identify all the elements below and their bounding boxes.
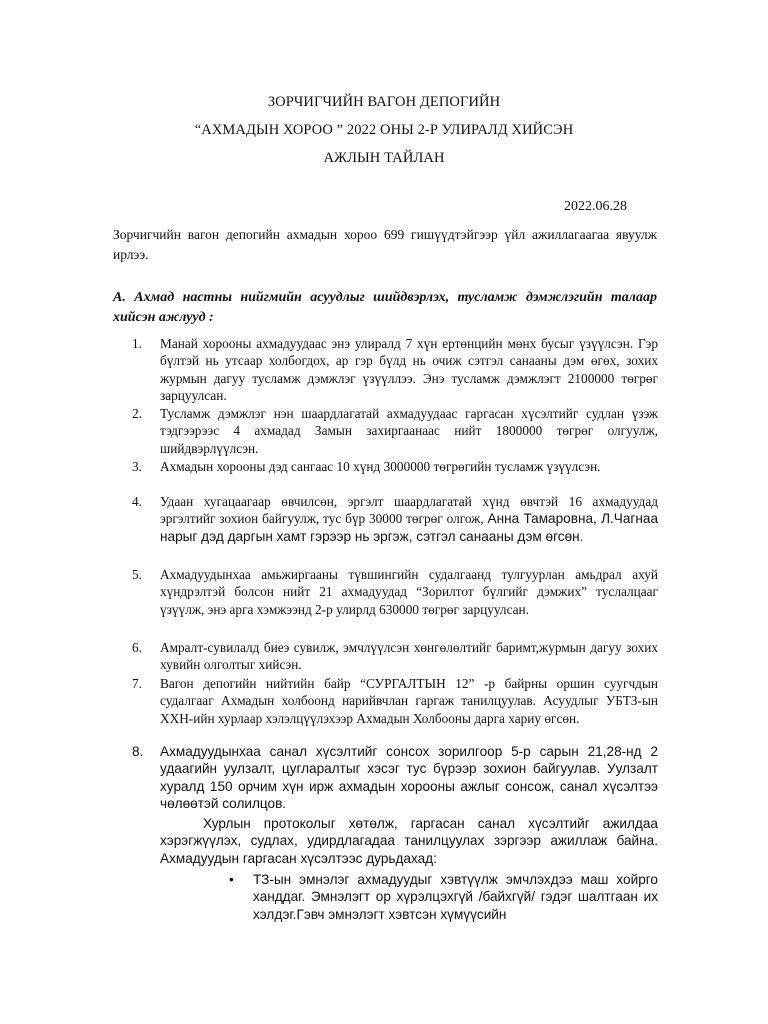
list-item-number: 1. bbox=[132, 336, 142, 351]
list-item-4 bbox=[132, 493, 658, 545]
bullet-item bbox=[229, 871, 658, 923]
list-item-text: Ахмадуудынхаа санал хүсэлтийг сонсох зорилгоор 5-р сарын 21,28-нд 2 удаагийн уулзалт, цугларалтыг хэсэг тус бүрээр зохион байгуулав. Уулзалт хуралд 150 орчим хүн ирж ахмадын хорооны ажлыг сонсож, санал хүсэлтээ чөлөөтэй солилцов. bbox=[160, 744, 658, 811]
list-item-text: Тусламж дэмжлэг нэн шаардлагатай ахмадуудаас гаргасан хүсэлтийг судлан үзэж тэдгээрээс 4 ахмадад Замын захиргаанаас нийт 1800000 төгрөг олгуулж, шийдвэрлүүлсэн. bbox=[160, 406, 658, 456]
document-title-line-3: АЖЛЫН ТАЙЛАН bbox=[323, 150, 445, 166]
document-title-line-1: ЗОРЧИГЧИЙН ВАГОН ДЕПОГИЙН bbox=[267, 94, 501, 110]
list-item-8 bbox=[132, 743, 658, 812]
list-item-text: Ахмадуудынхаа амьжиргааны түвшингийн судалгаанд тулгуурлан амьдрал ахуй хүндрэлтэй болсон нийт 21 ахмадуудад “Зорилтот бүлгийг дэмжих” туслалцааг үзүүлж, энэ арга хэмжээнд 2-р улирлд 630000 төгрөг зарцуулсан. bbox=[160, 567, 658, 617]
intro-paragraph: Зорчигчийн вагон депогийн ахмадын хороо 699 гишүүдтэйгээр үйл ажиллагаагаа явуулж ирлээ. bbox=[113, 227, 657, 262]
document-title-line-2: “АХМАДЫН ХОРОО ” 2022 ОНЫ 2-Р УЛИРАЛД ХИЙСЭН bbox=[194, 122, 574, 138]
list-item-text-sans: Анна Тамаровна, Л.Чагнаа нарыг дэд даргын хамт гэрээр нь эргэж, сэтгэл санааны дэм өгсөн. bbox=[160, 511, 658, 544]
list-item-text: Ахмадын хорооны дэд сангаас 10 хүнд 3000000 төгрөгийн тусламж үзүүлсэн. bbox=[160, 459, 601, 474]
list-item-number: 7. bbox=[132, 676, 142, 691]
list-item-number: 8. bbox=[132, 744, 144, 759]
bullet-text: ТЗ-ын эмнэлэг ахмадуудыг хэвтүүлж эмчлэхдээ маш хойрго ханддаг. Эмнэлэгт ор хүрэлцэхгүй /байхгүй/ гэдэг шалтгаан их хэлдэг.Гэвч эмнэлэгт хэвтсэн хүмүүсийн bbox=[253, 872, 658, 922]
list-item-3 bbox=[132, 458, 658, 475]
report-date: 2022.06.28 bbox=[564, 199, 627, 214]
protocol-paragraph: Хурлын протоколыг хөтөлж, гаргасан санал хүсэлтийг ажилдаа хэрэгжүүлэх, судлах, удирдлагадаа танилцуулах зэргээр ажиллаж байна. Ахмадуудын гаргасан хүсэлтээс дурьдахад: bbox=[160, 816, 658, 866]
list-item-5 bbox=[132, 566, 658, 618]
list-item-7 bbox=[132, 675, 658, 727]
section-a-heading: А. Ахмад настны нийгмийн асуудлыг шийдвэрлэх, тусламж дэмжлэгийн талаар хийсэн ажлууд : bbox=[113, 290, 657, 325]
list-item-text: Амралт-сувилалд биеэ сувилж, эмчлүүлсэн хөнгөлөлтийг баримт,журмын дагуу зохих хувийн олголтыг хийсэн. bbox=[160, 640, 658, 673]
list-item-text: Вагон депогийн нийтийн байр “СУРГАЛТЫН 12” -р байрны оршин суугчдын судалгааг Ахмадын холбоонд нарийвчлан гаргаж танилцуулав. Асуудлыг УБТЗ-ын ХХН-ийн хурлаар хэлэлцүүлэхээр Ахмадын Холбооны дарга хариу өгсөн. bbox=[160, 676, 658, 726]
list-item-text: Манай хорооны ахмадуудаас энэ улиралд 7 хүн ертөнцийн мөнх бусыг үзүүлсэн. Гэр бүлтэй нь утсаар холбогдох, ар гэр бүлд нь очиж сэтгэл санааны дэм өгөх, зохих журмын дагуу тусламж дэмжлэг үзүүллээ. Энэ тусламж дэмжлэгт 2100000 төгрөг зарцуулсан. bbox=[160, 336, 658, 403]
list-item-text bbox=[160, 493, 658, 545]
list-item-number: 4. bbox=[132, 494, 142, 509]
list-item-number: 5. bbox=[132, 567, 142, 582]
list-item-text-serif: Удаан хугацаагаар өвчилсөн, эргэлт шаардлагатай хүнд өвчтэй 16 ахмадуудад эргэлтийг зохион байгуулж, тус бүр 30000 төгрөг олгож, bbox=[160, 494, 658, 527]
list-item-number: 6. bbox=[132, 640, 142, 655]
list-item-number: 3. bbox=[132, 459, 142, 474]
list-item-number: 2. bbox=[132, 406, 142, 421]
bullet-dot-icon: • bbox=[229, 872, 234, 887]
list-item-1 bbox=[132, 335, 658, 404]
list-item-6 bbox=[132, 639, 658, 674]
list-item-2 bbox=[132, 405, 658, 457]
